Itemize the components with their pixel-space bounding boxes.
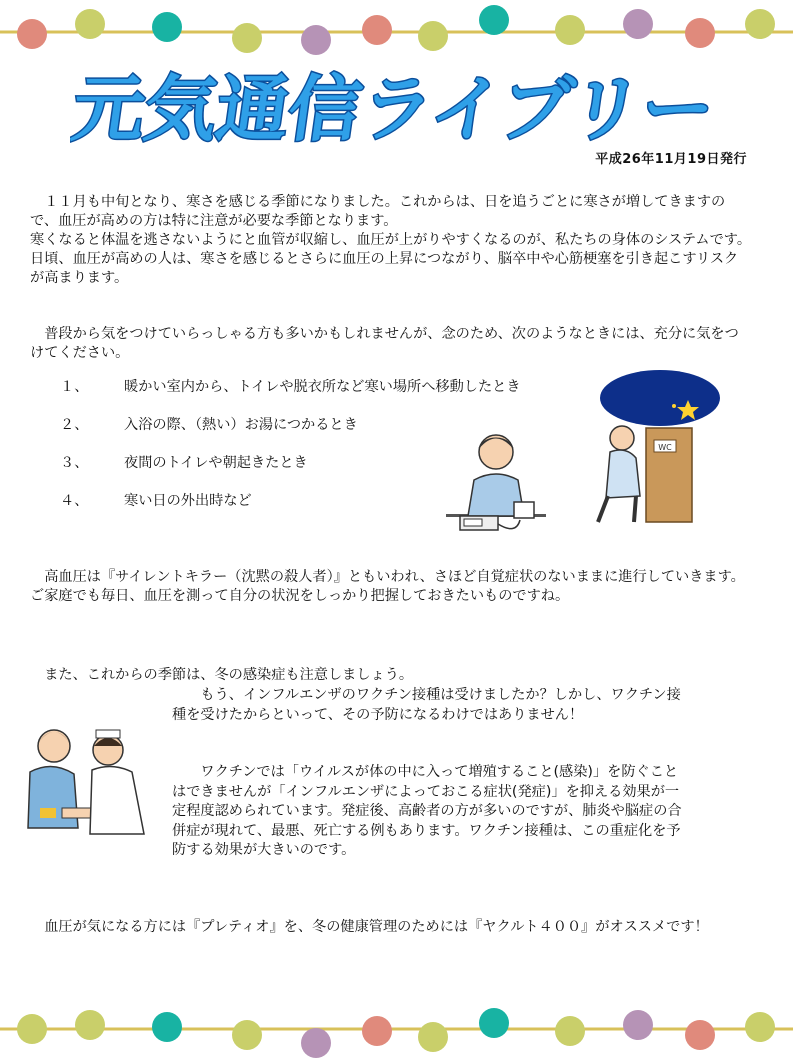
infection-intro: また、これからの季節は、冬の感染症も注意しましょう。 [30,667,414,683]
night-toilet-elder-icon [588,366,728,526]
intro-paragraph-2: 寒くなると体温を逃さないようにと血管が収縮し、血圧が上がりやすくなるのが、私たちの身体のシステムです。日頃、血圧が高めの人は、寒さを感じるとさらに血圧の上昇につながり、脳卒中や心筋梗塞を引き起こすリスクが高まります。 [30,232,752,286]
dot-garland-icon [0,1003,793,1063]
dot-garland-icon [0,0,793,60]
hypertension-paragraph: 高血圧は『サイレントキラー（沈黙の殺人者）』ともいわれ、さほど自覚症状のないままに進行していきます。ご家庭でも毎日、血圧を測って自分の状況をしっかり把握しておきたいものですね。 [30,569,745,604]
page-title: 元気通信ライブリー [70,68,720,152]
list-number: １、 [60,379,89,395]
list-item [60,378,600,416]
page-title-art [70,62,730,152]
list-text: 寒い日の外出時など [124,493,252,509]
intro-paragraph-1: １１月も中旬となり、寒さを感じる季節になりました。これからは、日を追うごとに寒さが増してきますので、血圧が高めの方は特に注意が必要な季節となります。 [30,194,726,229]
list-text: 暖かい室内から、トイレや脱衣所など寒い場所へ移動したとき [124,379,521,395]
blood-pressure-man-icon [446,420,546,545]
list-number: ３、 [60,455,89,471]
wc-sign: WC [658,443,672,452]
list-number: ２、 [60,417,89,433]
vaccine-paragraph-2: ワクチンでは「ウイルスが体の中に入って増殖すること(感染)」を防ぐことはできませんが「インフルエンザによっておこる症状(発症)」を抑える効果が一定程度認められています。発症後、高齢者の方が多いのですが、肺炎や脳症の合併症が現れて、最悪、死亡する例もあります。ワクチン接種は、この重症化を予防する効果が大きいのです。 [172,764,682,858]
nurse-vaccination-icon [22,716,162,844]
vaccine-paragraph-1: もう、インフルエンザのワクチン接種は受けましたか？しかし、ワクチン接種を受けたからといって、その予防になるわけではありません！ [172,687,681,723]
garland-bottom [0,1003,793,1063]
garland-top [0,0,793,60]
issue-date: 平成26年11月19日発行 [595,152,747,167]
title-banner [70,62,730,152]
list-number: ４、 [60,493,89,509]
list-text: 入浴の際、（熱い）お湯につかるとき [124,417,358,433]
list-text: 夜間のトイレや朝起きたとき [124,455,308,471]
product-recommendation: 血圧が気になる方には『プレティオ』を、冬の健康管理のためには『ヤクルト４００』がオススメです！ [30,919,709,935]
intro-paragraph-3: 普段から気をつけていらっしゃる方も多いかもしれませんが、念のため、次のようなときには、充分に気をつけてください。 [30,326,739,361]
